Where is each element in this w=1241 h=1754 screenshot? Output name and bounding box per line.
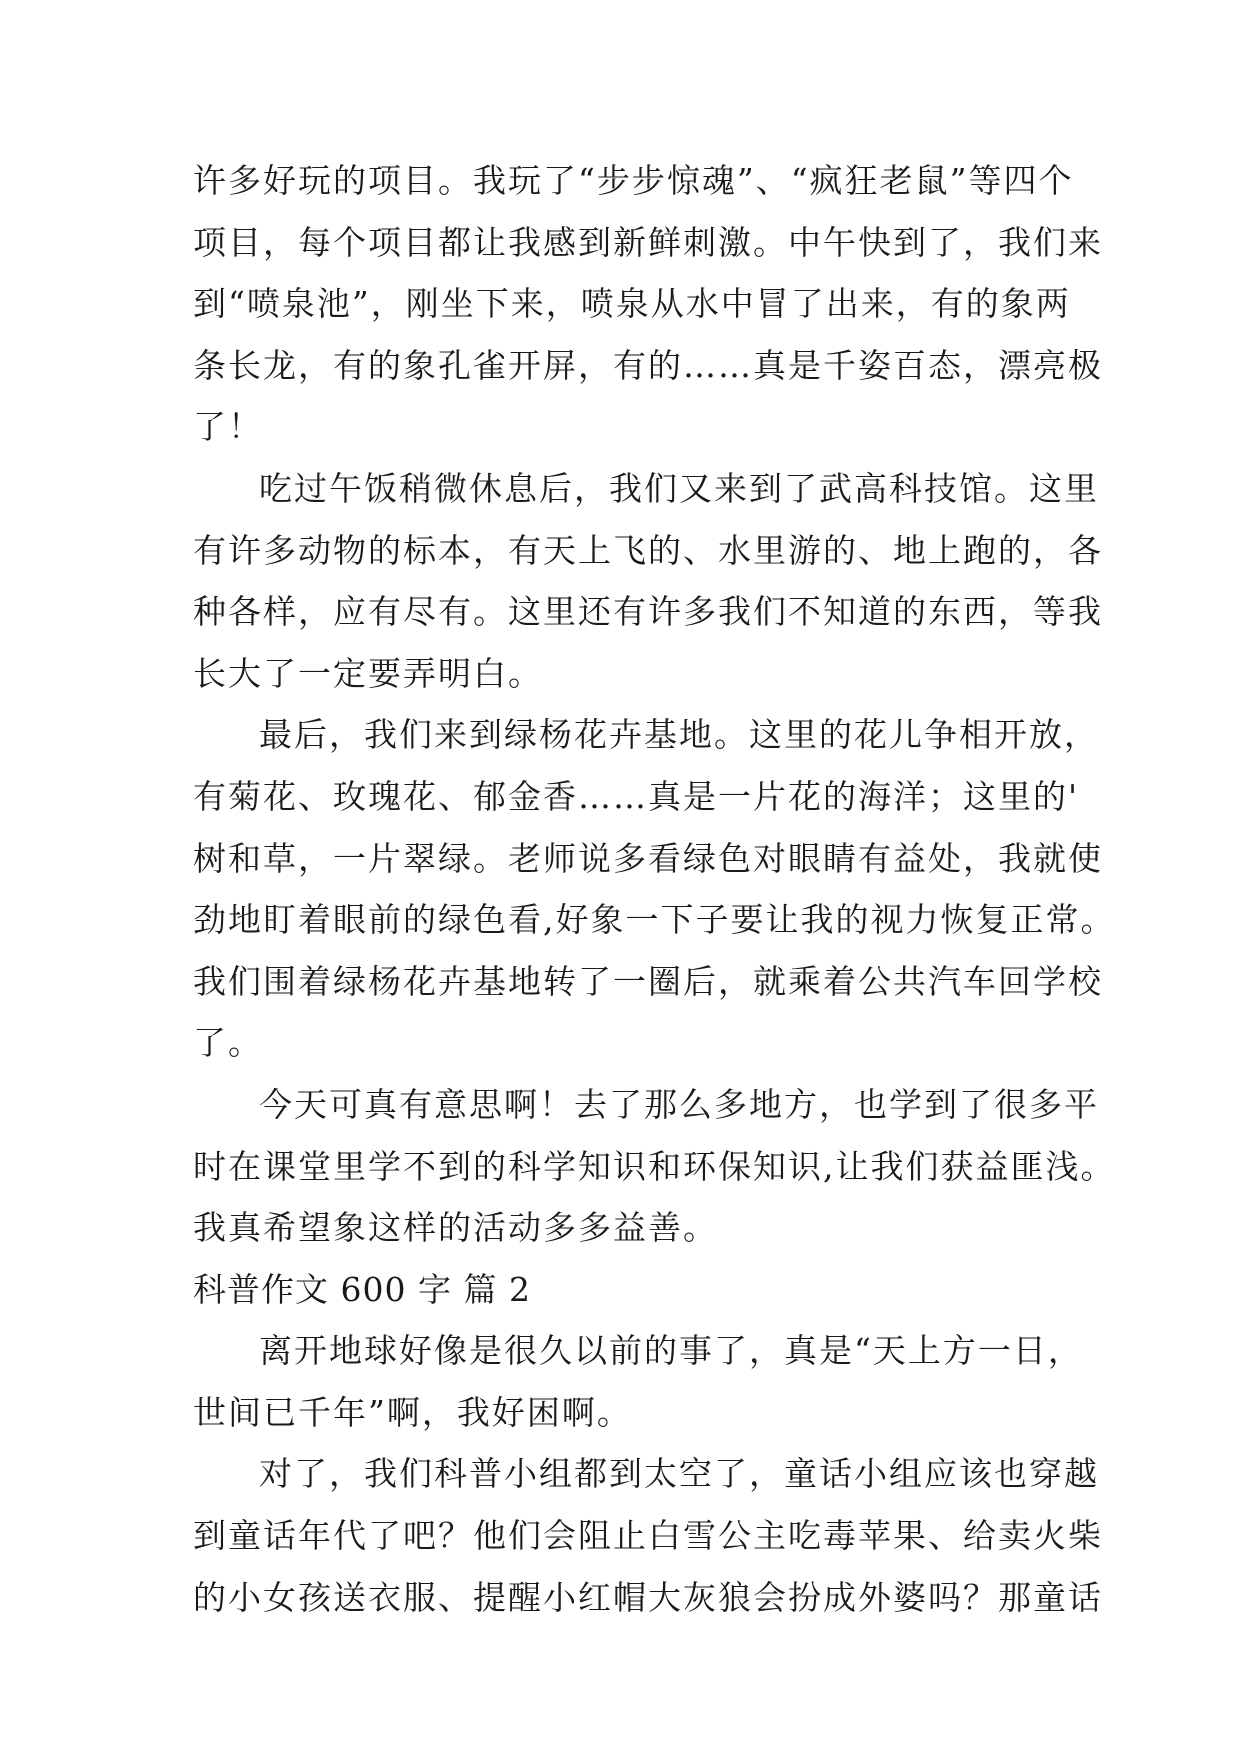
paragraph-start-line: 离开地球好像是很久以前的事了，真是“天上方一日， <box>259 1331 1083 1371</box>
text-line: 有许多动物的标本，有天上飞的、水里游的、地上跑的，各 <box>193 530 1103 570</box>
article-body <box>193 150 1116 1628</box>
text-line: 了。 <box>193 1023 263 1063</box>
text-line: 我真希望象这样的活动多多益善。 <box>193 1208 718 1248</box>
paragraph-start-line: 对了，我们科普小组都到太空了，童话小组应该也穿越 <box>259 1454 1099 1494</box>
text-line: 的小女孩送衣服、提醒小红帽大灰狼会扮成外婆吗？那童话 <box>193 1577 1103 1617</box>
text-line: 许多好玩的项目。我玩了“步步惊魂”、“疯狂老鼠”等四个 <box>193 161 1074 200</box>
text-line: 项目，每个项目都让我感到新鲜刺激。中午快到了，我们来 <box>193 222 1103 262</box>
paragraph-start-line: 吃过午饭稍微休息后，我们又来到了武高科技馆。这里 <box>259 468 1099 508</box>
text-line: 树和草，一片翠绿。老师说多看绿色对眼睛有益处，我就使 <box>193 838 1103 878</box>
text-line: 条长龙，有的象孔雀开屏，有的……真是千姿百态，漂亮极 <box>193 345 1103 385</box>
text-line: 我们围着绿杨花卉基地转了一圈后，就乘着公共汽车回学校 <box>193 961 1103 1001</box>
text-line: 到“喷泉池”，刚坐下来，喷泉从水中冒了出来，有的象两 <box>193 284 1071 324</box>
text-line: 有菊花、玫瑰花、郁金香……真是一片花的海洋；这里的' <box>193 776 1080 816</box>
paragraph-start-line: 今天可真有意思啊！去了那么多地方，也学到了很多平 <box>259 1084 1099 1124</box>
text-line: 种各样，应有尽有。这里还有许多我们不知道的东西，等我 <box>193 592 1103 632</box>
text-line: 长大了一定要弄明白。 <box>193 653 543 693</box>
text-line: 时在课堂里学不到的科学知识和环保知识,让我们获益匪浅。 <box>193 1146 1116 1186</box>
paragraph-start-line: 最后，我们来到绿杨花卉基地。这里的花儿争相开放， <box>259 715 1099 755</box>
text-line: 到童话年代了吧？他们会阻止白雪公主吃毒苹果、给卖火柴 <box>193 1516 1103 1556</box>
text-line: 劲地盯着眼前的绿色看,好象一下子要让我的视力恢复正常。 <box>193 900 1116 940</box>
section-heading: 科普作文 600 字 篇 2 <box>193 1269 531 1309</box>
text-line: 世间已千年”啊，我好困啊。 <box>193 1392 632 1432</box>
text-line: 了！ <box>193 407 263 447</box>
